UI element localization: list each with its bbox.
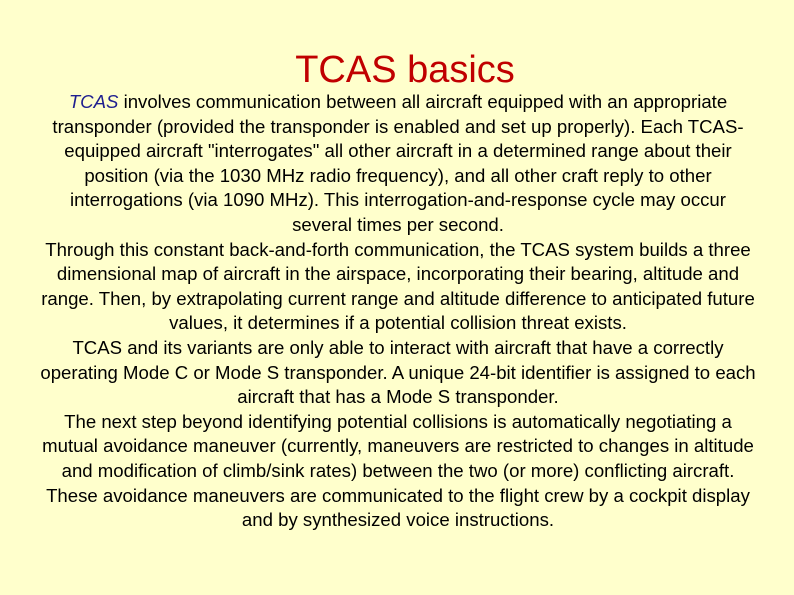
paragraph-4: The next step beyond identifying potential collisions is automatically negotiating a mutual avoidance maneuver (currently, maneuvers are restricted to changes in altitude and modification of climb/sink rates) between the two (or more) conflicting aircraft. These avoidance maneuvers are communicated to the flight crew by a cockpit display and by synthesized voice instructions.: [42, 410, 754, 531]
paragraph-1-text: involves communication between all aircraft equipped with an appropriate transponder (provided the transponder is enabled and set up properly). Each TCAS-equipped aircraft "interrogates" all other aircraft in a determined range about their position (via the 1030 MHz radio frequency), and all other craft reply to other interrogations (via 1090 MHz). This interrogation-and-response cycle may occur several times per second.: [52, 91, 744, 235]
paragraph-3: TCAS and its variants are only able to interact with aircraft that have a correctly operating Mode C or Mode S transponder. A unique 24-bit identifier is assigned to each aircraft that has a Mode S transponder.: [40, 336, 756, 408]
paragraph-2: Through this constant back-and-forth communication, the TCAS system builds a three dimensional map of aircraft in the airspace, incorporating their bearing, altitude and range. Then, by extrapolating current range and altitude difference to anticipated future values, it determines if a potential collision threat exists.: [41, 238, 755, 334]
paragraph-1-lead: TCAS: [68, 91, 119, 112]
slide-title: TCAS basics: [295, 49, 515, 91]
paragraph-1: [40, 90, 756, 238]
slide-body: [40, 90, 756, 533]
